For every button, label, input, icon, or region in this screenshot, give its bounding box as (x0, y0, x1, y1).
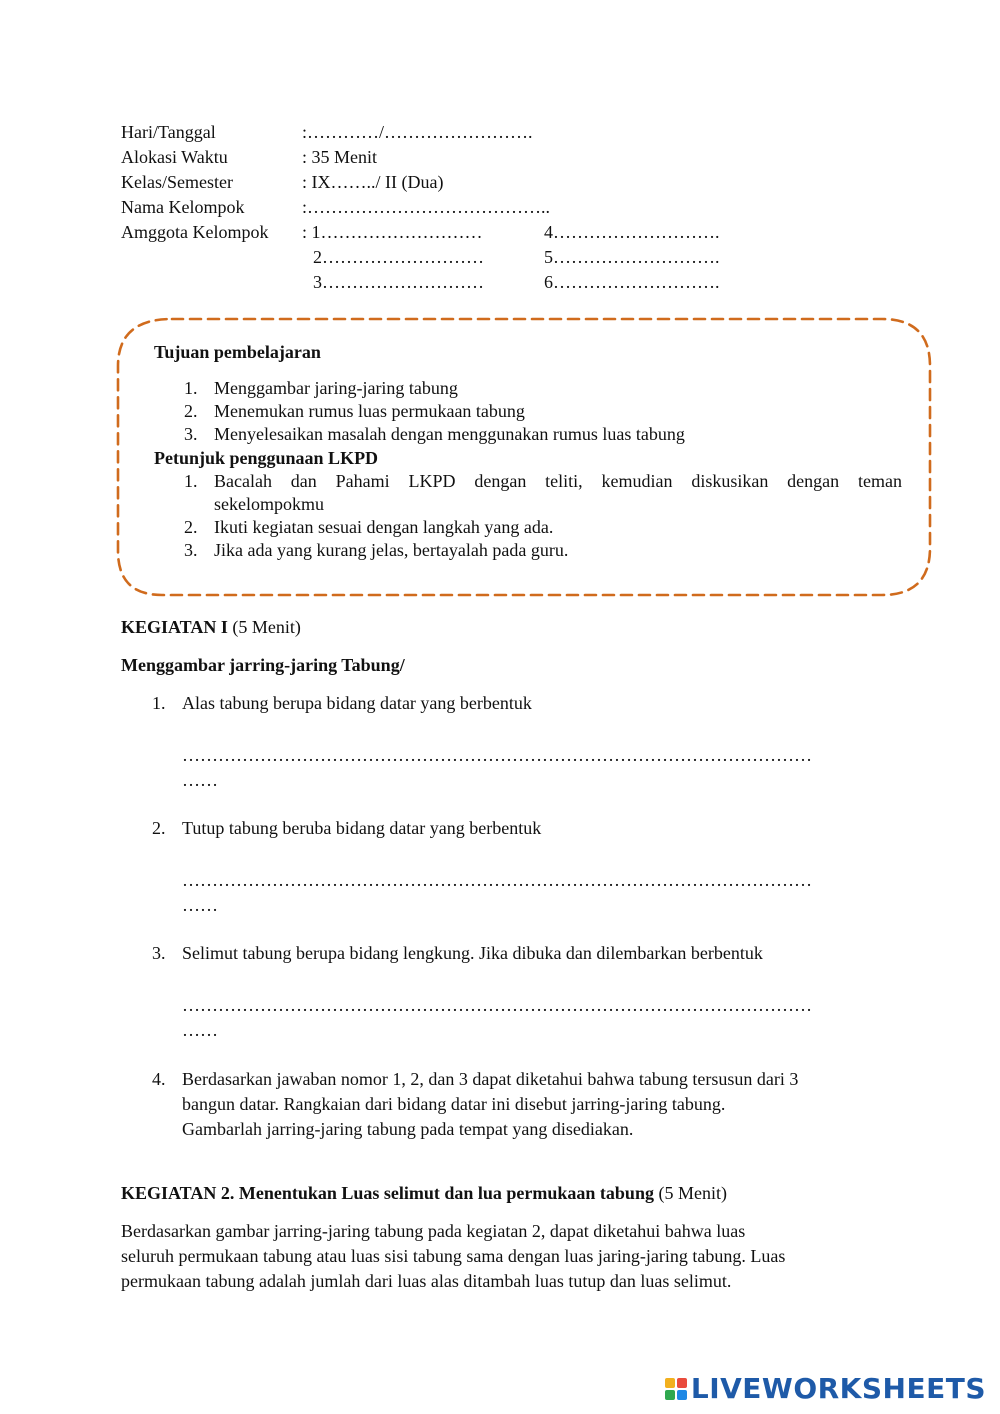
activity2-paragraph-line2: seluruh permukaan tabung atau luas sisi tabung sama dengan luas jaring-jaring tabung. Luas (121, 1246, 786, 1266)
time-label: Alokasi Waktu (121, 147, 228, 167)
question-text: Alas tabung berupa bidang datar yang berbentuk (182, 693, 532, 713)
objective-number: 3. (184, 424, 198, 444)
logo-square (677, 1390, 687, 1400)
objective-number: 2. (184, 401, 198, 421)
activity2-title-bold: KEGIATAN 2. Menentukan Luas selimut dan lua permukaan tabung (121, 1183, 654, 1203)
answer-line-2a[interactable]: …………………………………………………………………………………………… (182, 870, 812, 890)
guide-number: 1. (184, 471, 198, 491)
activity1-subtitle: Menggambar jarring-jaring Tabung/ (121, 655, 405, 675)
activity2-paragraph-line1: Berdasarkan gambar jarring-jaring tabung pada kegiatan 2, dapat diketahui bahwa luas (121, 1221, 746, 1241)
guide-title: Petunjuk penggunaan LKPD (154, 448, 379, 468)
liveworksheets-mark-icon (665, 1378, 687, 1400)
liveworksheets-logo[interactable] (665, 1374, 986, 1404)
member-1: : 1……………………… (302, 222, 483, 242)
guide-text-line2: sekelompokmu (214, 494, 324, 514)
answer-line-1b[interactable]: …… (182, 770, 218, 790)
question-text: Tutup tabung beruba bidang datar yang berbentuk (182, 818, 542, 838)
member-6: 6………………………. (544, 272, 720, 292)
activity1-title (121, 615, 301, 640)
question-number: 2. (152, 818, 166, 838)
activity1-title-time: (5 Menit) (227, 617, 301, 637)
class-label: Kelas/Semester (121, 172, 233, 192)
activity2-title-time: (5 Menit) (653, 1183, 727, 1203)
liveworksheets-wordmark: LIVEWORKSHEETS (690, 1372, 986, 1406)
members-label: Amggota Kelompok (121, 222, 269, 242)
answer-line-1a[interactable]: …………………………………………………………………………………………… (182, 745, 812, 765)
question-text-line1: Berdasarkan jawaban nomor 1, 2, dan 3 dapat diketahui bahwa tabung tersusun dari 3 (182, 1069, 799, 1089)
guide-text-line1: Bacalah dan Pahami LKPD dengan teliti, kemudian diskusikan dengan teman (214, 471, 902, 491)
guide-number: 3. (184, 540, 198, 560)
answer-line-3a[interactable]: …………………………………………………………………………………………… (182, 995, 812, 1015)
objectives-title: Tujuan pembelajaran (154, 342, 321, 362)
answer-line-3b[interactable]: …… (182, 1020, 218, 1040)
objective-text: Menggambar jaring-jaring tabung (214, 378, 458, 398)
class-value: : IX……../ II (Dua) (302, 172, 444, 192)
member-3: 3……………………… (313, 272, 484, 292)
logo-square (677, 1378, 687, 1388)
member-5: 5………………………. (544, 247, 720, 267)
guide-item-1 (184, 470, 904, 516)
guide-text: Jika ada yang kurang jelas, bertayalah pada guru. (214, 540, 569, 560)
date-value: :…………/……………………. (302, 122, 533, 142)
member-4: 4………………………. (544, 222, 720, 242)
time-value: : 35 Menit (302, 147, 377, 167)
objective-text: Menemukan rumus luas permukaan tabung (214, 401, 525, 421)
activity2-paragraph-line3: permukaan tabung adalah jumlah dari luas alas ditambah luas tutup dan luas selimut. (121, 1271, 732, 1291)
question-text-line2: bangun datar. Rangkaian dari bidang datar ini disebut jarring-jaring tabung. (182, 1094, 726, 1114)
answer-line-2b[interactable]: …… (182, 895, 218, 915)
activity2-title (121, 1181, 727, 1206)
question-number: 1. (152, 693, 166, 713)
activity1-title-bold: KEGIATAN I (121, 617, 228, 637)
member-2: 2……………………… (313, 247, 484, 267)
guide-number: 2. (184, 517, 198, 537)
question-number: 4. (152, 1069, 166, 1089)
logo-square (665, 1378, 675, 1388)
group-value: :………………………………….. (302, 197, 551, 217)
question-number: 3. (152, 943, 166, 963)
question-text-line3: Gambarlah jarring-jaring tabung pada tempat yang disediakan. (182, 1119, 634, 1139)
guide-text: Ikuti kegiatan sesuai dengan langkah yang ada. (214, 517, 554, 537)
activity2-paragraph (121, 1219, 785, 1294)
logo-square (665, 1390, 675, 1400)
date-label: Hari/Tanggal (121, 122, 216, 142)
objective-number: 1. (184, 378, 198, 398)
question-text: Selimut tabung berupa bidang lengkung. Jika dibuka dan dilembarkan berbentuk (182, 943, 763, 963)
objective-text: Menyelesaikan masalah dengan menggunakan rumus luas tabung (214, 424, 685, 444)
group-label: Nama Kelompok (121, 197, 245, 217)
